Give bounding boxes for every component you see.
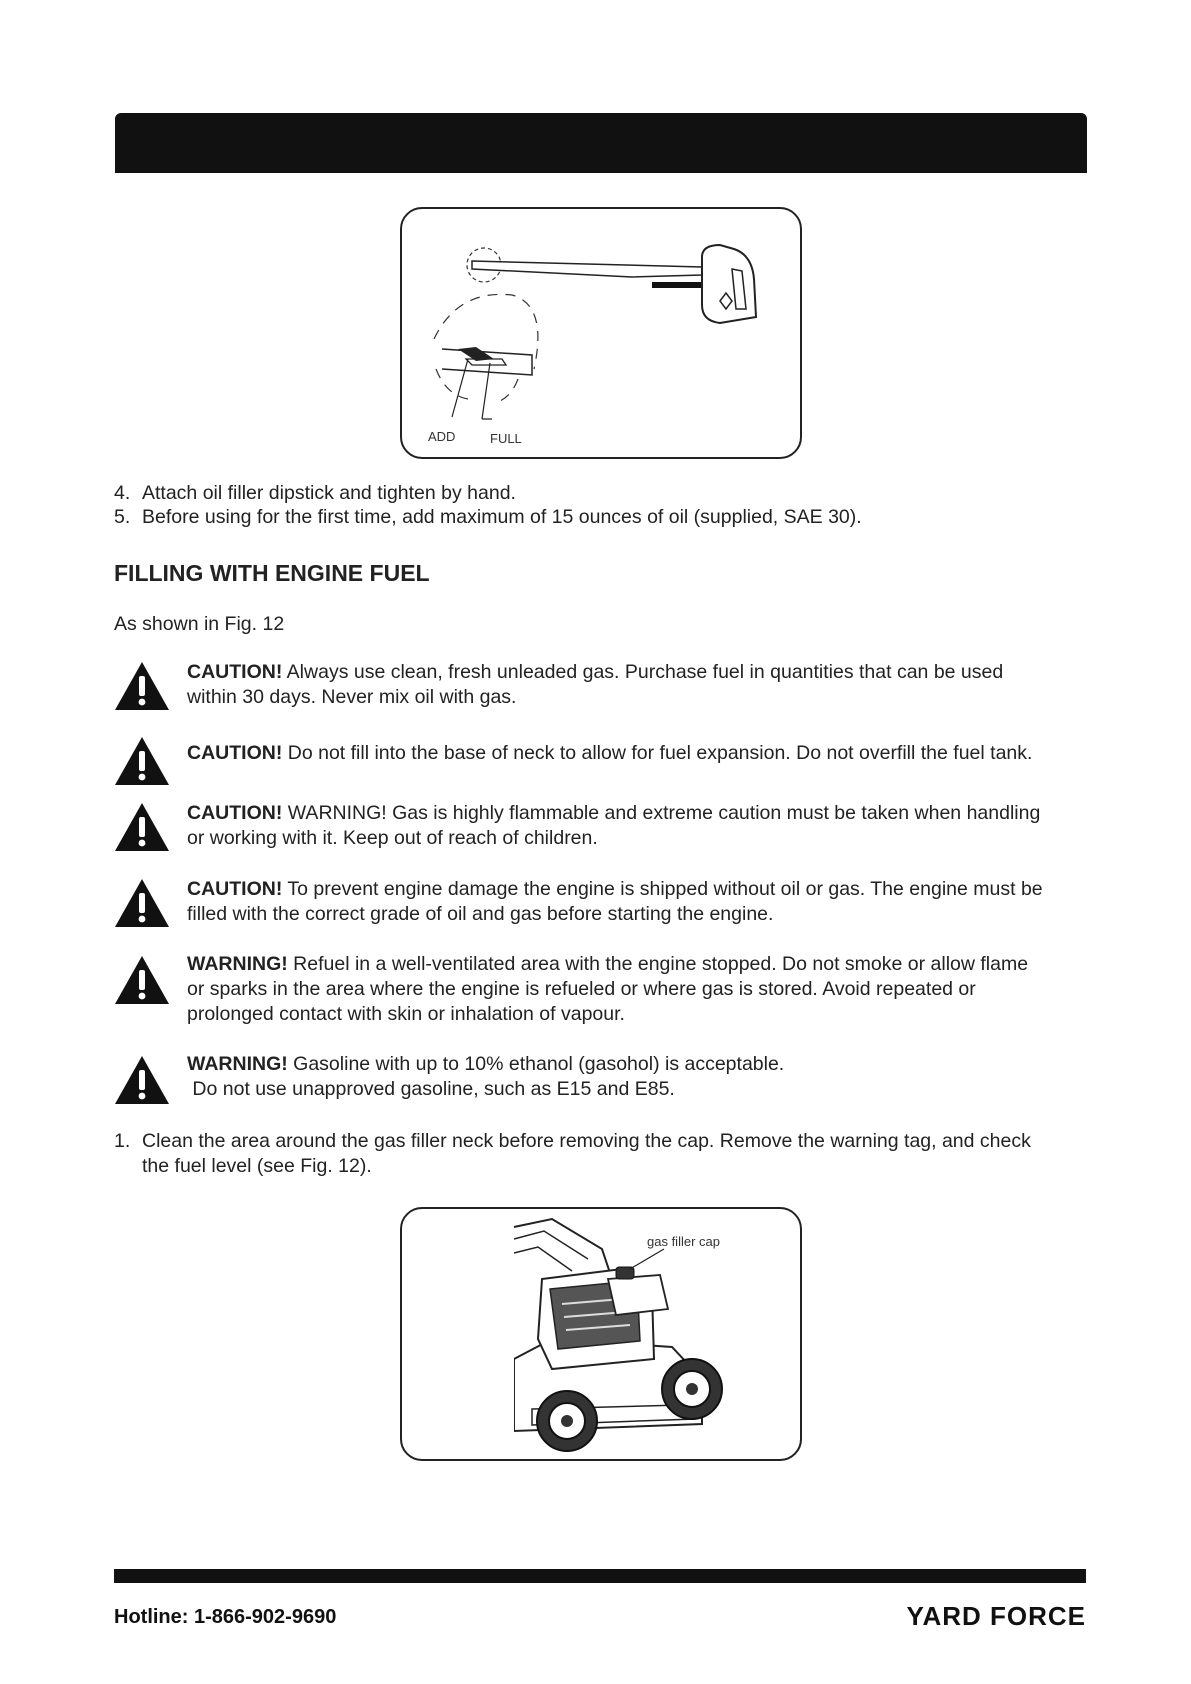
- step-text: Before using for the first time, add maximum of 15 ounces of oil (supplied, SAE 30).: [142, 506, 862, 528]
- caution-label: CAUTION!: [187, 661, 283, 683]
- warning-triangle-icon: [113, 660, 171, 712]
- step-number: 5.: [114, 506, 131, 528]
- step-4: [114, 481, 516, 506]
- caution-line: To prevent engine damage the engine is shipped without oil or gas. The engine must be: [287, 878, 1043, 900]
- warning-triangle-icon: [113, 735, 171, 787]
- dipstick-illustration: [402, 209, 800, 457]
- caution-line: Do not fill into the base of neck to allow for fuel expansion. Do not overfill the fuel tank.: [287, 742, 1033, 764]
- warning-triangle-icon: [113, 1054, 171, 1106]
- step-text: Attach oil filler dipstick and tighten by hand.: [142, 482, 516, 504]
- caution-line: filled with the correct grade of oil and gas before starting the engine.: [187, 903, 774, 925]
- caution-line: or working with it. Keep out of reach of children.: [187, 827, 598, 849]
- footer-bar: [114, 1569, 1086, 1583]
- caution-text: [187, 877, 1097, 927]
- dipstick-label-add: ADD: [428, 429, 456, 444]
- step-1: [114, 1129, 1031, 1154]
- warning-line: Gasoline with up to 10% ethanol (gasohol) is acceptable.: [293, 1053, 785, 1075]
- brand-logo: YARD FORCE: [906, 1601, 1086, 1631]
- warning-label: WARNING!: [187, 953, 288, 975]
- header-bar: [115, 113, 1087, 173]
- warning-label: WARNING!: [187, 1053, 288, 1075]
- gas-filler-cap-label: gas filler cap: [647, 1234, 720, 1249]
- warning-triangle-icon: [113, 954, 171, 1006]
- step-number: 1.: [114, 1130, 131, 1152]
- caution-text: [187, 741, 1097, 766]
- step-1-continued: [142, 1154, 372, 1179]
- warning-text: [187, 1052, 1097, 1102]
- caution-line: WARNING! Gas is highly flammable and extreme caution must be taken when handling: [287, 802, 1041, 824]
- caution-label: CAUTION!: [187, 742, 283, 764]
- caution-line: Always use clean, fresh unleaded gas. Purchase fuel in quantities that can be used: [286, 661, 1004, 683]
- warning-triangle-icon: [113, 801, 171, 853]
- mower-figure: [400, 1207, 802, 1461]
- warning-text: [187, 952, 1097, 1027]
- mower-illustration: [402, 1209, 800, 1459]
- caution-text: [187, 660, 1097, 710]
- section-title: FILLING WITH ENGINE FUEL: [114, 560, 430, 586]
- caution-label: CAUTION!: [187, 802, 283, 824]
- warning-line: Do not use unapproved gasoline, such as E15 and E85.: [192, 1078, 675, 1100]
- warning-line: prolonged contact with skin or inhalation of vapour.: [187, 1003, 625, 1025]
- warning-line: or sparks in the area where the engine is refueled or where gas is stored. Avoid repeated or: [187, 978, 976, 1000]
- warning-triangle-icon: [113, 877, 171, 929]
- dipstick-label-full: FULL: [490, 431, 522, 446]
- step-5: [114, 505, 862, 530]
- step-text: the fuel level (see Fig. 12).: [142, 1155, 372, 1177]
- caution-label: CAUTION!: [187, 878, 283, 900]
- step-text: Clean the area around the gas filler neck before removing the cap. Remove the warning tag, and check: [142, 1130, 1031, 1152]
- warning-line: Refuel in a well-ventilated area with the engine stopped. Do not smoke or allow flame: [293, 953, 1029, 975]
- step-number: 4.: [114, 482, 131, 504]
- hotline-text: Hotline: 1-866-902-9690: [114, 1606, 337, 1628]
- section-intro: As shown in Fig. 12: [114, 613, 285, 635]
- caution-text: [187, 801, 1097, 851]
- caution-line: within 30 days. Never mix oil with gas.: [187, 686, 517, 708]
- dipstick-figure: [400, 207, 802, 459]
